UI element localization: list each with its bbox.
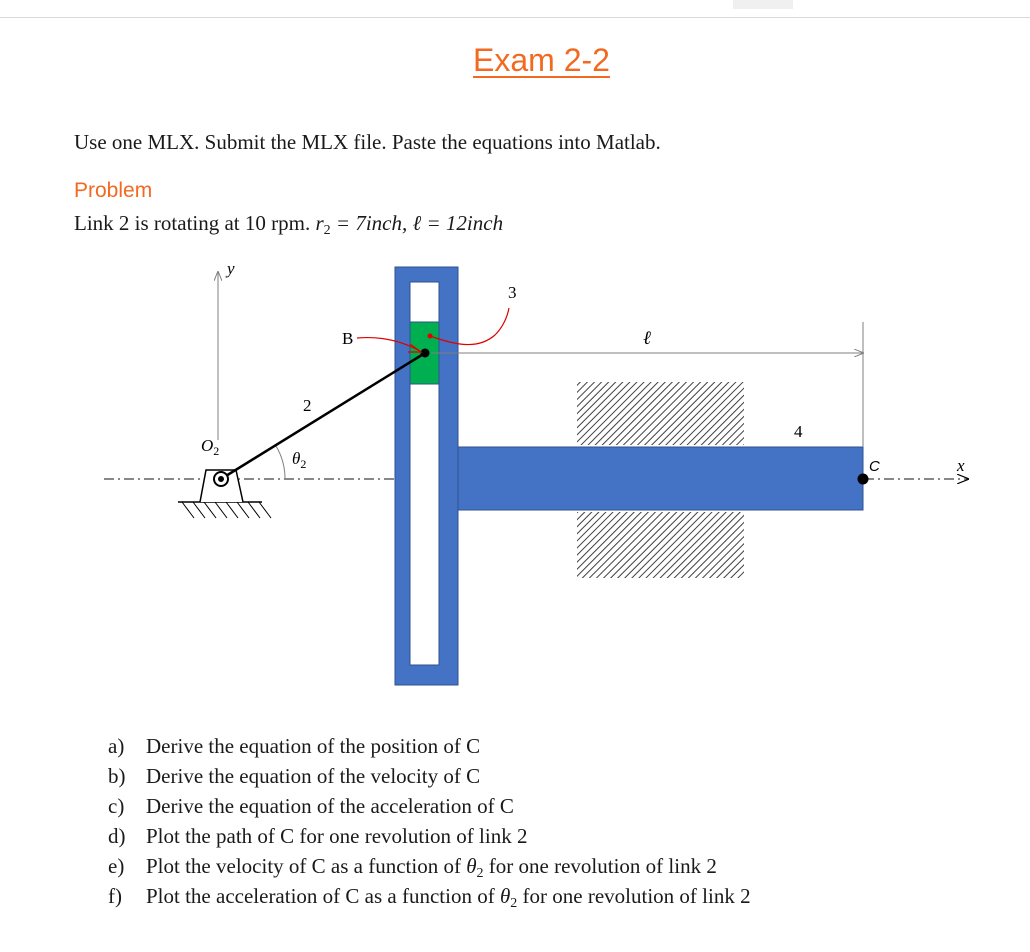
page-title: Exam 2-2 <box>473 42 610 78</box>
ground-hatch <box>182 502 271 518</box>
origin-label: $O_2$ <box>201 436 220 458</box>
link-2-label: 2 <box>303 396 312 415</box>
pivot-o2-center <box>218 476 224 482</box>
instructions: Use one MLX. Submit the MLX file. Paste the equations into Matlab. <box>74 130 661 154</box>
task-d: d) Plot the path of C for one revolution of link 2 <box>108 824 528 848</box>
y-axis-label: y <box>227 259 235 278</box>
link-3-leader-dot <box>428 334 433 339</box>
upper-guide-hatch <box>577 382 744 445</box>
theta-label: $\theta_2$ <box>292 449 307 471</box>
link-2-crank <box>221 353 425 479</box>
top-tab-shadow <box>733 0 793 9</box>
problem-heading: Problem <box>74 179 153 202</box>
lower-guide-hatch <box>577 512 744 578</box>
link-4-bar <box>458 447 863 510</box>
point-b <box>421 349 430 358</box>
task-b: b) Derive the equation of the velocity of C <box>108 764 481 788</box>
statement-prefix: Link 2 is rotating at 10 rpm. <box>74 211 311 235</box>
problem-statement <box>74 211 503 239</box>
r2-subscript: 2 <box>323 223 331 238</box>
task-f: f) Plot the acceleration of C as a function of $\theta_2$ for one revolution of link 2 <box>108 884 751 911</box>
r2-symbol: r <box>315 211 324 235</box>
r2-value: = 7inch, <box>330 211 413 235</box>
task-list <box>108 731 751 911</box>
l-symbol: ℓ <box>412 211 422 235</box>
theta-arc <box>276 446 285 479</box>
length-label: ℓ <box>643 328 651 349</box>
task-a: a) Derive the equation of the position of C <box>108 734 481 758</box>
point-b-label: B <box>342 329 354 348</box>
point-c-label: C <box>869 458 880 475</box>
task-e: e) Plot the velocity of C as a function of $\theta_2$ for one revolution of link 2 <box>108 854 717 881</box>
top-divider <box>0 17 1030 18</box>
l-value: = 12inch <box>421 211 504 235</box>
mechanism-diagram <box>0 255 1030 695</box>
point-c <box>858 474 869 485</box>
task-c: c) Derive the equation of the acceleration of C <box>108 794 514 818</box>
link-4-label: 4 <box>794 422 803 441</box>
link-3-label: 3 <box>508 283 517 302</box>
x-axis-label: x <box>957 456 965 475</box>
